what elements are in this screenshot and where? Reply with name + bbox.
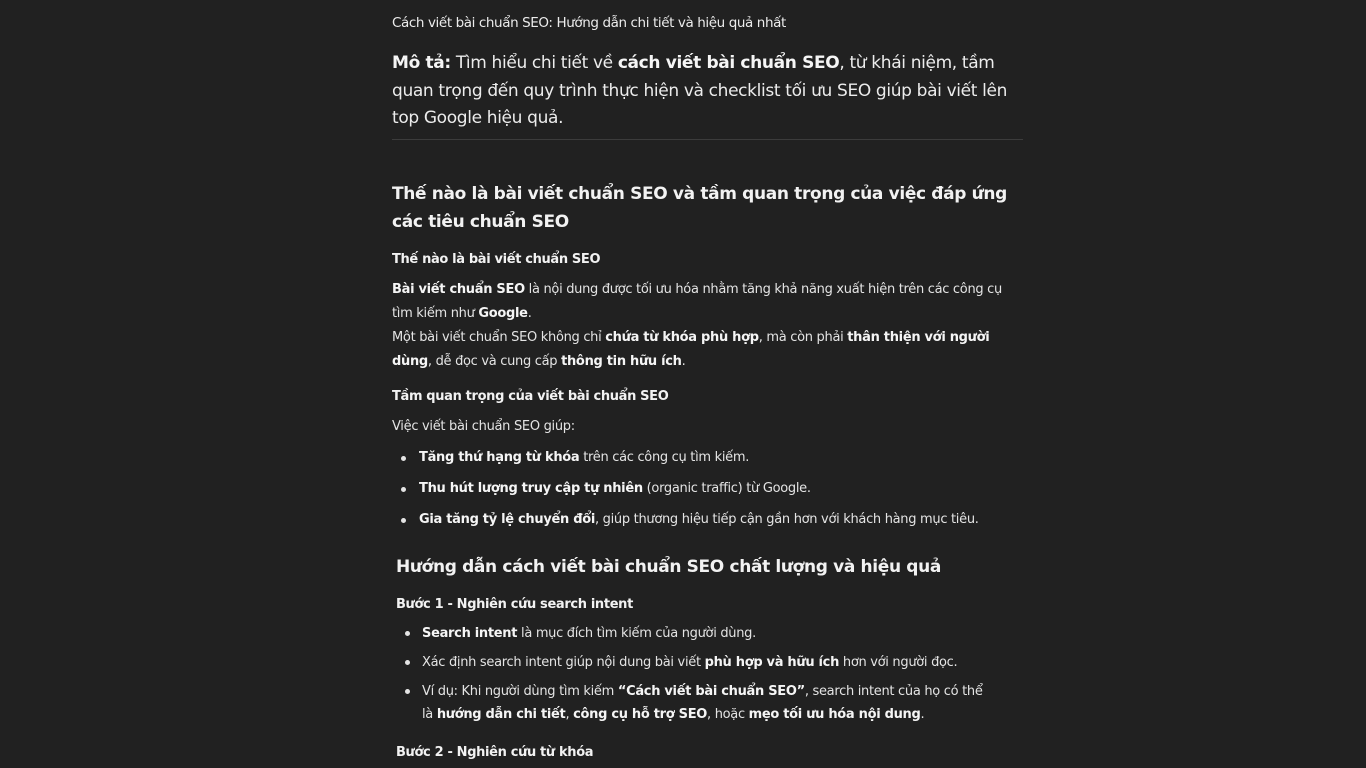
bold-text: Bài viết chuẩn SEO [392, 282, 525, 297]
text: Ví dụ: Khi người dùng tìm kiếm [422, 684, 618, 699]
text: hơn với người đọc. [839, 655, 958, 670]
bold-text: phù hợp và hữu ích [704, 655, 840, 670]
text: là mục đích tìm kiếm của người dùng. [517, 626, 756, 641]
text: . [920, 707, 925, 722]
text: , hoặc [707, 707, 749, 722]
paragraph-definition [392, 278, 1024, 326]
text: (organic traffic) từ Google. [642, 481, 811, 496]
bold-text: thông tin hữu ích [561, 354, 682, 369]
bold-text: “Cách viết bài chuẩn SEO” [617, 684, 805, 699]
bold-text: Tăng thứ hạng từ khóa [419, 450, 580, 465]
text: , giúp thương hiệu tiếp cận gần hơn với khách hàng mục tiêu. [595, 512, 979, 527]
bold-text: thân thiện với người dùng [392, 330, 990, 369]
benefits-list [392, 449, 1024, 542]
text: , search intent của họ có thể là [422, 684, 983, 722]
divider [392, 139, 1023, 140]
bold-text: Gia tăng tỷ lệ chuyển đổi [419, 512, 595, 527]
list-item [392, 480, 1024, 511]
text: là nội dung được tối ưu hóa nhằm tăng khả năng xuất hiện trên các công cụ tìm kiếm như [392, 282, 1002, 321]
paragraph-requirements [392, 326, 1024, 374]
text: , mà còn phải [758, 330, 848, 345]
text: , [565, 707, 574, 722]
list-item [396, 680, 996, 726]
document-title: Cách viết bài chuẩn SEO: Hướng dẫn chi tiết và hiệu quả nhất [392, 15, 786, 31]
bold-text: hướng dẫn chi tiết [436, 707, 566, 722]
bold-text: Search intent [422, 626, 518, 641]
section-heading-seo-article: Thế nào là bài viết chuẩn SEO và tầm quan trọng của việc đáp ứng các tiêu chuẩn SEO [392, 184, 1007, 232]
list-item [392, 511, 1024, 542]
paragraph-intro: Việc viết bài chuẩn SEO giúp: [392, 419, 575, 434]
step-1-list [396, 622, 996, 732]
text: Một bài viết chuẩn SEO không chỉ [392, 330, 606, 345]
list-item [396, 622, 996, 645]
bold-text: Google [478, 306, 528, 321]
subheading-step-1: Bước 1 - Nghiên cứu search intent [396, 597, 633, 612]
meta-description [392, 50, 1024, 133]
text: trên các công cụ tìm kiếm. [579, 450, 750, 465]
description-label: Mô tả: [392, 53, 451, 73]
description-text-rest: , từ khái niệm, tầm quan trọng đến quy trình thực hiện và checklist tối ưu SEO giúp bài viết lên top Google hiệu quả. [392, 53, 1008, 128]
subheading-step-2: Bước 2 - Nghiên cứu từ khóa [396, 745, 594, 760]
bold-text: chứa từ khóa phù hợp [605, 330, 759, 345]
text: . [527, 306, 532, 321]
description-keyword: cách viết bài chuẩn SEO [617, 53, 840, 73]
bold-text: công cụ hỗ trợ SEO [573, 707, 708, 722]
section-heading-guide: Hướng dẫn cách viết bài chuẩn SEO chất lượng và hiệu quả [396, 557, 941, 577]
text: . [681, 354, 686, 369]
description-text: Tìm hiểu chi tiết về [450, 53, 618, 73]
list-item [396, 651, 996, 674]
text: , dễ đọc và cung cấp [427, 354, 562, 369]
list-item [392, 449, 1024, 480]
bold-text: Thu hút lượng truy cập tự nhiên [419, 481, 643, 496]
subheading-importance: Tầm quan trọng của viết bài chuẩn SEO [392, 389, 669, 404]
subheading-what-is-seo-article: Thế nào là bài viết chuẩn SEO [392, 252, 601, 267]
text: Xác định search intent giúp nội dung bài viết [422, 655, 705, 670]
bold-text: mẹo tối ưu hóa nội dung [748, 707, 921, 722]
